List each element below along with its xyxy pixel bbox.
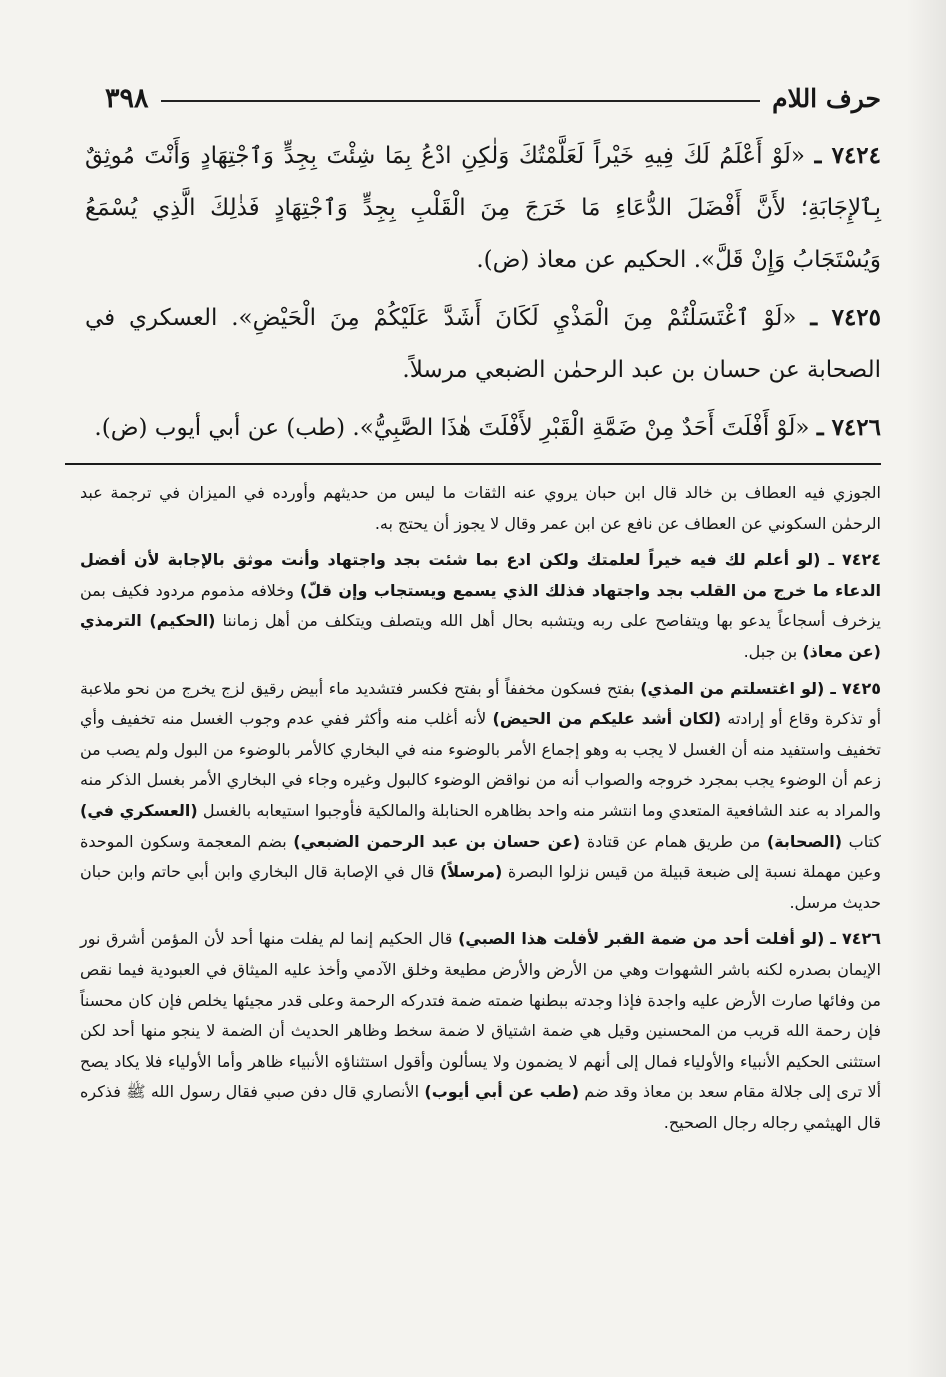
hadith-quote: «لَوْ أَعْلَمُ لَكَ فِيهِ خَيْراً لَعَلَّمْتُكَ وَلٰكِنِ ادْعُ بِمَا شِئْتَ بِجِدٍّ وَٱجْتِهَادٍ وَأَنْتَ مُوثِقٌ بِٱلإِجَابَةِ؛ لأَنَّ أَفْضَلَ الدُّعَاءِ مَا خَرَجَ مِنَ الْقَلْبِ بِجِدٍّ وَٱجْتِهَادٍ فَذٰلِكَ الَّذِي يُسْمَعُ وَيُسْتَجَابُ وَإِنْ قَلَّ». [85, 143, 881, 273]
hadith-number: ٧٤٢٦ ـ [816, 414, 881, 441]
commentary-continuation: الجوزي فيه العطاف بن خالد قال ابن حبان يروي عنه الثقات ما ليس من حديثهم وأورده في الميزان في ترجمة عبد الرحمٰن السكوني عن العطاف عن نافع عن ابن عمر وقال لا يجوز أن يحتج به. [80, 483, 881, 533]
commentary-body: من طريق همام عن قتادة [586, 831, 761, 851]
hadith-7424 [85, 130, 881, 286]
commentary-7425 [80, 674, 881, 919]
hadith-7425 [85, 292, 881, 396]
hadith-quote: «لَوْ أَفْلَتَ أَحَدٌ مِنْ ضَمَّةِ الْقَبْرِ لأَفْلَتَ هٰذَا الصَّبِيُّ». [352, 415, 810, 441]
commentary-heading: ٧٤٢٥ ـ (لو اغتسلتم من المذي) [640, 678, 881, 698]
commentary-source: (الحكيم) الترمذي (عن معاذ) [80, 611, 881, 661]
commentary-source: (الصحابة) [766, 831, 843, 851]
commentary-heading: ٧٤٢٤ ـ (لو أعلم لك فيه خيراً لعلمتك ولكن ادع بما شئت بجد واجتهاد وأنت موثق بالإجابة لأن أفضل الدعاء ما خرج من القلب بجد واجتهاد فذلك الذي يسمع ويستجاب وإن قلّ) [80, 550, 882, 600]
hadith-quote: «لَوْ ٱغْتَسَلْتُمْ مِنَ الْمَذْيِ لَكَانَ أَشَدَّ عَلَيْكُمْ مِنَ الْحَيْضِ». [231, 305, 797, 331]
commentary-body: بضم المعجمة وسكون الموحدة وعين مهملة نسبة إلى ضبعة قبيلة من قيس نزلوا البصرة [80, 831, 881, 882]
commentary-body: قال الحكيم إنما لم يفلت منها أحد لأن المؤمن أشرق نور الإيمان بصدره لكنه باشر الشهوات وهي من الأرض والأرض مطيعة وخلق الآدمي وأخذ عليه الميثاق في العبودية فيما نقص من وفائها صارت الأرض عليه واجدة فإذا وجدته ببطنها ضمته ضمة فتدركه الرحمة وعلى قدر مجيئها يخلص فإن كان محسناً فإن رحمة الله قريب من المحسنين وقيل هي ضمة اشتياق لا ضمة سخط وظاهر الحديث أن الضمة لا ينجو منها أحد لكن استثنى الحكيم الأنبياء والأولياء فمال إلى أنهم لا يضمون ولا يسألون وأقول استثناؤه الأنبياء ظاهر وأما الأولياء فلا يكاد يصح ألا ترى إلى جلالة مقام سعد بن معاذ وقد ضم [80, 929, 882, 1102]
page-edge-shadow [906, 0, 946, 1377]
hadith-number: ٧٤٢٥ ـ [810, 304, 882, 331]
commentary-body: وخلافه مذموم مردود فكيف بمن يزخرف أسجاعاً يدعو بها ويتفاصح على ربه ويتشبه بحال أهل الله ويتصلف ويتكلف من أهل زماننا [80, 580, 882, 631]
hadith-source: الحكيم عن معاذ (ض). [476, 247, 687, 273]
commentary-divider [65, 463, 881, 465]
commentary-7424 [80, 545, 881, 667]
commentary-body: بفتح فسكون مخففاً أو بفتح فكسر فتشديد ماء أبيض رقيق لزج يخرج من نحو ملاعبة أو تذكرة وقاع أو إرادته [80, 678, 882, 729]
commentary-body: لأنه أغلب منه وأكثر ففي عدم وجوب الغسل منه تخفيف وأي تخفيف واستفيد منه أن الغسل لا يجب به وهو إجماع الأمر بالوضوء منه في البخاري كالأمر بالوضوء من البول ولم يصب من زعم أن الوضوء يجب بمجرد خروجه والصواب أنه من نواقض الوضوء كالبول وغيره وجاء في البخاري الأمر بغسل الذكر منه والمراد به عند الشافعية المتعدي وما انتشر منه واحد بظاهره الحنابلة والمالكية فأوجبوا استيعابه بالغسل [80, 709, 881, 820]
hadith-7426 [85, 402, 881, 454]
page-header [105, 78, 881, 118]
hadith-source: (طب) عن أبي أيوب (ض). [94, 415, 346, 441]
chapter-title: حرف اللام [772, 83, 881, 113]
hadith-number: ٧٤٢٤ ـ [814, 142, 882, 169]
commentary-body: قال في الإصابة قال البخاري وابن أبي حاتم وابن حبان حديث مرسل. [80, 862, 881, 912]
commentary-source: (العسكري في) [80, 800, 198, 820]
commentary-body: كتاب [848, 831, 882, 851]
commentary-source: (عن حسان بن عبد الرحمن الضبعي) [293, 831, 581, 851]
commentary-section [80, 478, 881, 1138]
hadith-source: العسكري في الصحابة عن حسان بن عبد الرحمٰن الضبعي مرسلاً. [85, 305, 881, 383]
commentary-source: (طب عن أبي أيوب) [424, 1082, 580, 1102]
commentary-quote: (لكان أشد عليكم من الحيض) [492, 709, 722, 729]
commentary-body: بن جبل. [743, 641, 798, 661]
commentary-source: (مرسلاً) [439, 862, 503, 882]
commentary-7426 [80, 924, 881, 1138]
header-rule [161, 100, 761, 102]
commentary-heading: ٧٤٢٦ ـ (لو أفلت أحد من ضمة القبر لأفلت هذا الصبي) [458, 929, 881, 949]
hadith-text-section [85, 130, 881, 454]
page-number: ٣٩٨ [105, 82, 149, 114]
commentary-body: الأنصاري قال دفن صبي فقال رسول الله ﷺ فذكره قال الهيثمي رجاله رجال الصحيح. [80, 1082, 881, 1132]
